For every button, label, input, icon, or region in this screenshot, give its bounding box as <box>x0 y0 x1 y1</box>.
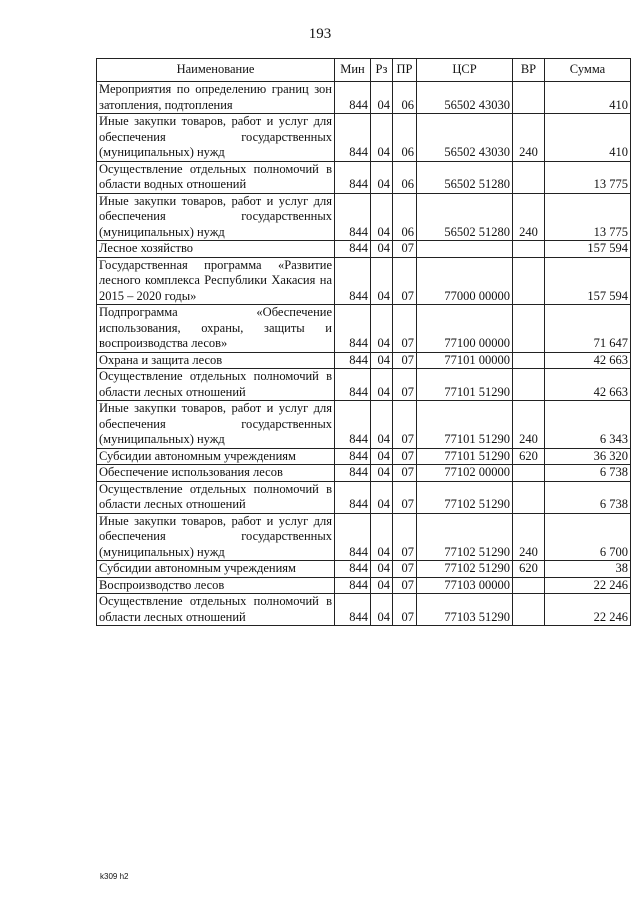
column-header-rz: Рз <box>371 59 393 82</box>
cell-rz: 04 <box>371 401 393 449</box>
cell-rz: 04 <box>371 193 393 241</box>
cell-sum: 22 246 <box>545 577 631 594</box>
cell-pr: 06 <box>393 114 417 162</box>
footer-code: k309 h2 <box>100 872 129 881</box>
cell-name: Осуществление отдельных полномочий в области лесных отношений <box>97 369 335 401</box>
cell-csr: 77101 51290 <box>417 448 513 465</box>
cell-pr: 07 <box>393 577 417 594</box>
cell-rz: 04 <box>371 114 393 162</box>
cell-vr: 240 <box>513 193 545 241</box>
cell-csr: 77101 51290 <box>417 401 513 449</box>
cell-name: Иные закупки товаров, работ и услуг для обеспечения государственных (муниципальных) нужд <box>97 193 335 241</box>
cell-rz: 04 <box>371 352 393 369</box>
cell-name: Осуществление отдельных полномочий в области водных отношений <box>97 161 335 193</box>
table-row <box>97 465 631 482</box>
cell-min: 844 <box>335 193 371 241</box>
cell-pr: 07 <box>393 401 417 449</box>
cell-rz: 04 <box>371 82 393 114</box>
table-row <box>97 577 631 594</box>
cell-pr: 06 <box>393 82 417 114</box>
cell-csr: 56502 43030 <box>417 114 513 162</box>
cell-rz: 04 <box>371 513 393 561</box>
cell-min: 844 <box>335 465 371 482</box>
cell-min: 844 <box>335 257 371 305</box>
cell-sum: 38 <box>545 561 631 578</box>
table-row <box>97 305 631 353</box>
cell-min: 844 <box>335 594 371 626</box>
cell-vr <box>513 577 545 594</box>
cell-csr: 56502 51280 <box>417 161 513 193</box>
cell-name: Субсидии автономным учреждениям <box>97 448 335 465</box>
cell-rz: 04 <box>371 369 393 401</box>
column-header-name: Наименование <box>97 59 335 82</box>
cell-csr: 77102 00000 <box>417 465 513 482</box>
budget-table <box>96 58 631 626</box>
cell-vr <box>513 594 545 626</box>
cell-min: 844 <box>335 352 371 369</box>
cell-pr: 07 <box>393 465 417 482</box>
cell-pr: 07 <box>393 352 417 369</box>
table-row <box>97 114 631 162</box>
cell-sum: 6 738 <box>545 481 631 513</box>
table-row <box>97 481 631 513</box>
column-header-csr: ЦСР <box>417 59 513 82</box>
cell-csr: 77102 51290 <box>417 481 513 513</box>
cell-sum: 71 647 <box>545 305 631 353</box>
table-row <box>97 513 631 561</box>
cell-name: Лесное хозяйство <box>97 241 335 258</box>
cell-name: Иные закупки товаров, работ и услуг для обеспечения государственных (муниципальных) нужд <box>97 401 335 449</box>
cell-vr <box>513 161 545 193</box>
table-row <box>97 257 631 305</box>
cell-sum: 410 <box>545 82 631 114</box>
cell-vr: 240 <box>513 114 545 162</box>
cell-sum: 42 663 <box>545 369 631 401</box>
table-row <box>97 82 631 114</box>
table-row <box>97 594 631 626</box>
column-header-vr: ВР <box>513 59 545 82</box>
cell-csr: 56502 51280 <box>417 193 513 241</box>
cell-name: Иные закупки товаров, работ и услуг для обеспечения государственных (муниципальных) нужд <box>97 114 335 162</box>
cell-min: 844 <box>335 448 371 465</box>
cell-name: Обеспечение использования лесов <box>97 465 335 482</box>
cell-csr: 77102 51290 <box>417 561 513 578</box>
cell-csr: 77101 51290 <box>417 369 513 401</box>
column-header-min: Мин <box>335 59 371 82</box>
cell-min: 844 <box>335 82 371 114</box>
cell-min: 844 <box>335 161 371 193</box>
cell-sum: 6 738 <box>545 465 631 482</box>
cell-vr <box>513 369 545 401</box>
table-row <box>97 401 631 449</box>
cell-vr <box>513 481 545 513</box>
cell-sum: 13 775 <box>545 161 631 193</box>
cell-vr <box>513 82 545 114</box>
cell-pr: 07 <box>393 481 417 513</box>
cell-csr: 77101 00000 <box>417 352 513 369</box>
cell-min: 844 <box>335 481 371 513</box>
cell-csr <box>417 241 513 258</box>
cell-pr: 07 <box>393 241 417 258</box>
cell-vr: 240 <box>513 513 545 561</box>
cell-min: 844 <box>335 305 371 353</box>
table-row <box>97 561 631 578</box>
cell-pr: 06 <box>393 193 417 241</box>
cell-sum: 6 700 <box>545 513 631 561</box>
column-header-pr: ПР <box>393 59 417 82</box>
cell-sum: 410 <box>545 114 631 162</box>
cell-sum: 157 594 <box>545 257 631 305</box>
cell-pr: 07 <box>393 594 417 626</box>
cell-min: 844 <box>335 513 371 561</box>
cell-vr: 240 <box>513 401 545 449</box>
cell-name: Осуществление отдельных полномочий в области лесных отношений <box>97 481 335 513</box>
cell-vr <box>513 352 545 369</box>
table-row <box>97 369 631 401</box>
cell-name: Иные закупки товаров, работ и услуг для обеспечения государственных (муниципальных) нужд <box>97 513 335 561</box>
cell-rz: 04 <box>371 241 393 258</box>
cell-min: 844 <box>335 114 371 162</box>
cell-rz: 04 <box>371 577 393 594</box>
cell-rz: 04 <box>371 161 393 193</box>
cell-csr: 77103 51290 <box>417 594 513 626</box>
cell-rz: 04 <box>371 448 393 465</box>
cell-name: Субсидии автономным учреждениям <box>97 561 335 578</box>
cell-csr: 56502 43030 <box>417 82 513 114</box>
cell-vr: 620 <box>513 561 545 578</box>
cell-name: Подпрограмма «Обеспечение использования, охраны, защиты и воспроизводства лесов» <box>97 305 335 353</box>
cell-rz: 04 <box>371 481 393 513</box>
table-row <box>97 448 631 465</box>
cell-vr <box>513 305 545 353</box>
cell-name: Воспроизводство лесов <box>97 577 335 594</box>
table-header-row <box>97 59 631 82</box>
cell-sum: 13 775 <box>545 193 631 241</box>
cell-csr: 77000 00000 <box>417 257 513 305</box>
column-header-sum: Сумма <box>545 59 631 82</box>
cell-vr: 620 <box>513 448 545 465</box>
cell-rz: 04 <box>371 561 393 578</box>
cell-pr: 07 <box>393 561 417 578</box>
cell-pr: 07 <box>393 513 417 561</box>
cell-pr: 07 <box>393 305 417 353</box>
table-row <box>97 352 631 369</box>
cell-vr <box>513 465 545 482</box>
cell-min: 844 <box>335 561 371 578</box>
cell-sum: 22 246 <box>545 594 631 626</box>
cell-sum: 36 320 <box>545 448 631 465</box>
cell-sum: 42 663 <box>545 352 631 369</box>
cell-name: Осуществление отдельных полномочий в области лесных отношений <box>97 594 335 626</box>
cell-name: Мероприятия по определению границ зон затопления, подтопления <box>97 82 335 114</box>
cell-csr: 77100 00000 <box>417 305 513 353</box>
cell-vr <box>513 241 545 258</box>
cell-rz: 04 <box>371 594 393 626</box>
cell-name: Государственная программа «Развитие лесного комплекса Республики Хакасия на 2015 – 2020 годы» <box>97 257 335 305</box>
table-row <box>97 161 631 193</box>
cell-pr: 07 <box>393 257 417 305</box>
cell-csr: 77103 00000 <box>417 577 513 594</box>
cell-min: 844 <box>335 401 371 449</box>
cell-min: 844 <box>335 241 371 258</box>
cell-sum: 157 594 <box>545 241 631 258</box>
cell-name: Охрана и защита лесов <box>97 352 335 369</box>
cell-csr: 77102 51290 <box>417 513 513 561</box>
cell-pr: 07 <box>393 369 417 401</box>
cell-sum: 6 343 <box>545 401 631 449</box>
cell-rz: 04 <box>371 305 393 353</box>
cell-min: 844 <box>335 369 371 401</box>
cell-pr: 07 <box>393 448 417 465</box>
cell-vr <box>513 257 545 305</box>
cell-rz: 04 <box>371 257 393 305</box>
cell-pr: 06 <box>393 161 417 193</box>
cell-min: 844 <box>335 577 371 594</box>
table-body <box>97 82 631 626</box>
table-row <box>97 241 631 258</box>
table-row <box>97 193 631 241</box>
cell-rz: 04 <box>371 465 393 482</box>
page-number: 193 <box>308 26 332 42</box>
